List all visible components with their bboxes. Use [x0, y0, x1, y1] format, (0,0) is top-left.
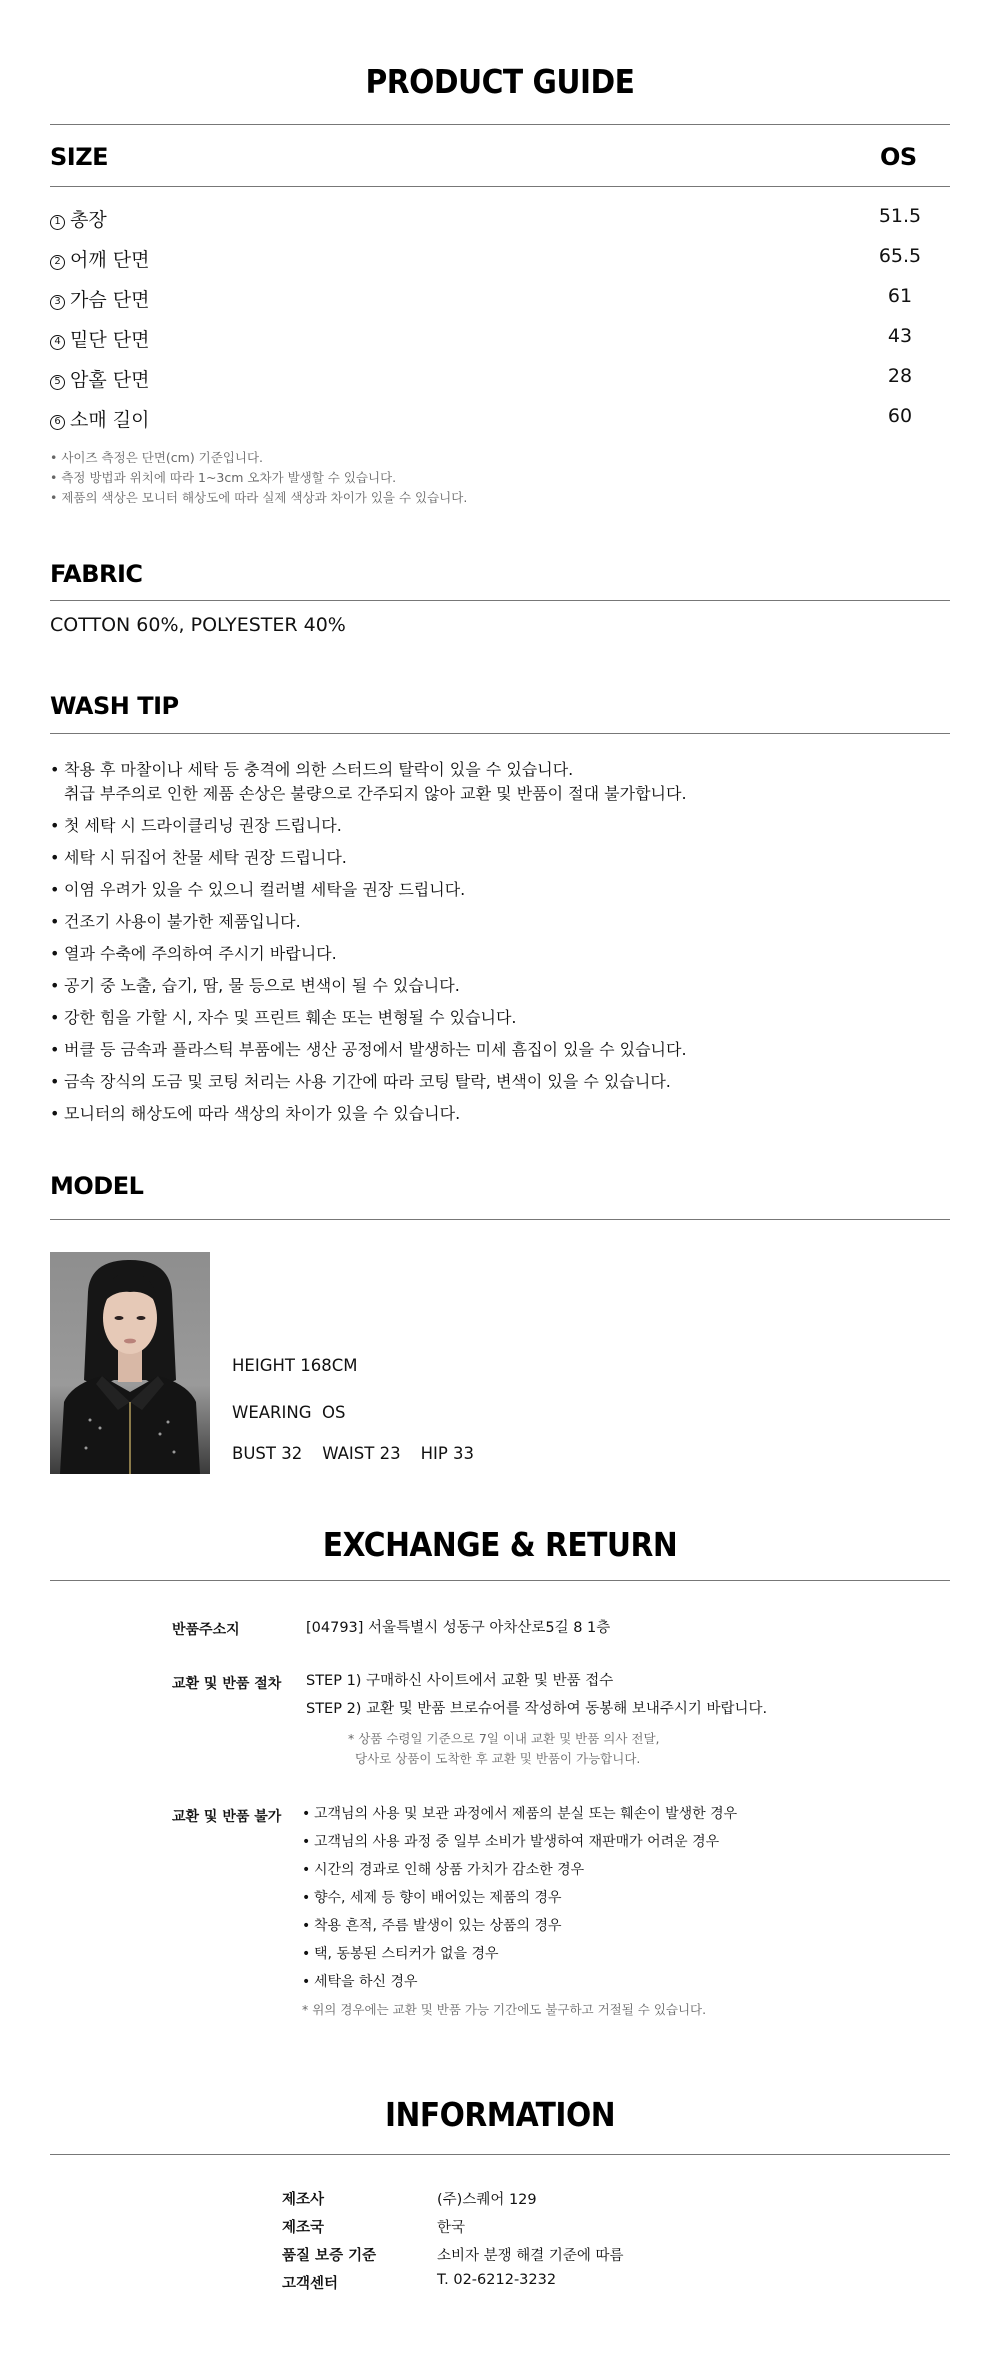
- divider: [50, 733, 950, 734]
- not-allowed-item: • 택, 동봉된 스티커가 없을 경우: [302, 1940, 737, 1968]
- size-note: • 제품의 색상은 모니터 해상도에 따라 실제 색상과 차이가 있을 수 있습니다.: [50, 490, 468, 505]
- size-label: 가슴 단면: [70, 289, 150, 311]
- exchange-return-title: EXCHANGE & RETURN: [322, 1525, 678, 1564]
- info-value: T. 02-6212-3232: [437, 2272, 557, 2288]
- model-bust: BUST 32: [232, 1444, 303, 1463]
- not-allowed-item: • 시간의 경과로 인해 상품 가치가 감소한 경우: [302, 1856, 737, 1884]
- model-hip: HIP 33: [420, 1444, 475, 1463]
- wash-tip-item: • 모니터의 해상도에 따라 색상의 차이가 있을 수 있습니다.: [50, 1102, 950, 1126]
- circled-number: 4: [50, 335, 65, 350]
- procedure-note-1: * 상품 수령일 기준으로 7일 이내 교환 및 반품 의사 전달,: [348, 1731, 660, 1746]
- size-value: 51.5: [878, 205, 922, 227]
- size-row-5: [50, 365, 950, 405]
- wash-tip-item: • 착용 후 마찰이나 세탁 등 충격에 의한 스터드의 탈락이 있을 수 있습니다. 취급 부주의로 인한 제품 손상은 불량으로 간주되지 않아 교환 및 반품이 절대 불가합니다.: [50, 758, 950, 806]
- info-row-manufacturer: [282, 2188, 882, 2216]
- info-row-warranty: [282, 2244, 882, 2272]
- info-row-country: [282, 2216, 882, 2244]
- info-key: 품질 보증 기준: [282, 2248, 377, 2264]
- not-allowed-label: 교환 및 반품 불가: [172, 1809, 282, 1825]
- size-value: 61: [887, 285, 913, 307]
- return-address: [04793] 서울특별시 성동구 아차산로5길 8 1층: [306, 1620, 611, 1636]
- product-guide-title: PRODUCT GUIDE: [365, 62, 635, 101]
- info-value: (주)스퀘어 129: [437, 2192, 537, 2208]
- divider: [50, 1219, 950, 1220]
- info-value: 한국: [437, 2220, 466, 2236]
- wash-tip-item: • 건조기 사용이 불가한 제품입니다.: [50, 910, 950, 934]
- circled-number: 2: [50, 255, 65, 270]
- size-column-header: OS: [880, 143, 917, 171]
- size-row-4: [50, 325, 950, 365]
- not-allowed-item: • 고객님의 사용 과정 중 일부 소비가 발생하여 재판매가 어려운 경우: [302, 1828, 737, 1856]
- wash-tip-item: • 버클 등 금속과 플라스틱 부품에는 생산 공정에서 발생하는 미세 흠집이 있을 수 있습니다.: [50, 1038, 950, 1062]
- size-row-6: [50, 405, 950, 445]
- model-height: HEIGHT 168CM: [232, 1356, 358, 1375]
- model-title: MODEL: [50, 1172, 144, 1200]
- wash-tip-item: • 세탁 시 뒤집어 찬물 세탁 권장 드립니다.: [50, 846, 950, 870]
- size-header: SIZE: [50, 143, 109, 171]
- wash-tip-list: [50, 758, 950, 1134]
- model-photo: [50, 1252, 210, 1474]
- wash-tip-item: • 열과 수축에 주의하여 주시기 바랍니다.: [50, 942, 950, 966]
- info-value: 소비자 분쟁 해결 기준에 따름: [437, 2248, 624, 2264]
- size-row-2: [50, 245, 950, 285]
- size-value: 43: [887, 325, 913, 347]
- not-allowed-item: • 향수, 세제 등 향이 배어있는 제품의 경우: [302, 1884, 737, 1912]
- not-allowed-item: • 고객님의 사용 및 보관 과정에서 제품의 분실 또는 훼손이 발생한 경우: [302, 1800, 737, 1828]
- size-note: • 측정 방법과 위치에 따라 1~3cm 오차가 발생할 수 있습니다.: [50, 470, 397, 485]
- wash-tip-item: • 첫 세탁 시 드라이클리닝 권장 드립니다.: [50, 814, 950, 838]
- not-allowed-item: • 세탁을 하신 경우: [302, 1968, 737, 1996]
- size-label: 암홀 단면: [70, 369, 150, 391]
- divider: [50, 124, 950, 125]
- info-key: 제조국: [282, 2220, 325, 2236]
- size-label: 밑단 단면: [70, 329, 150, 351]
- procedure-step-2: STEP 2) 교환 및 반품 브로슈어를 작성하여 동봉해 보내주시기 바랍니다.: [306, 1701, 768, 1717]
- size-value: 65.5: [878, 245, 922, 267]
- circled-number: 1: [50, 215, 65, 230]
- divider: [50, 1580, 950, 1581]
- size-label: 어깨 단면: [70, 249, 150, 271]
- size-note: • 사이즈 측정은 단면(cm) 기준입니다.: [50, 450, 264, 465]
- procedure-label: 교환 및 반품 절차: [172, 1676, 282, 1692]
- return-address-label: 반품주소지: [172, 1622, 240, 1638]
- procedure-note-2: 당사로 상품이 도착한 후 교환 및 반품이 가능합니다.: [355, 1751, 641, 1766]
- info-row-customer-center: [282, 2272, 882, 2300]
- fabric-composition: COTTON 60%, POLYESTER 40%: [50, 614, 346, 636]
- wash-tip-title: WASH TIP: [50, 692, 179, 720]
- wash-tip-item: • 강한 힘을 가할 시, 자수 및 프린트 훼손 또는 변형될 수 있습니다.: [50, 1006, 950, 1030]
- fabric-title: FABRIC: [50, 560, 143, 588]
- circled-number: 3: [50, 295, 65, 310]
- circled-number: 6: [50, 415, 65, 430]
- size-label: 총장: [70, 209, 107, 231]
- information-title: INFORMATION: [384, 2095, 616, 2134]
- not-allowed-footnote: * 위의 경우에는 교환 및 반품 가능 기간에도 불구하고 거절될 수 있습니다.: [302, 2002, 707, 2017]
- divider: [50, 2154, 950, 2155]
- wash-tip-item: • 공기 중 노출, 습기, 땀, 물 등으로 변색이 될 수 있습니다.: [50, 974, 950, 998]
- size-row-1: [50, 205, 950, 245]
- size-value: 28: [887, 365, 913, 387]
- model-measurements: [232, 1444, 474, 1463]
- size-label: 소매 길이: [70, 409, 150, 431]
- divider: [50, 186, 950, 187]
- size-notes: [50, 448, 467, 508]
- not-allowed-item: • 착용 흔적, 주름 발생이 있는 상품의 경우: [302, 1912, 737, 1940]
- procedure-step-1: STEP 1) 구매하신 사이트에서 교환 및 반품 접수: [306, 1673, 614, 1689]
- model-wearing: WEARING OS: [232, 1403, 346, 1422]
- circled-number: 5: [50, 375, 65, 390]
- info-key: 제조사: [282, 2192, 325, 2208]
- size-value: 60: [887, 405, 913, 427]
- divider: [50, 600, 950, 601]
- wash-tip-item: • 이염 우려가 있을 수 있으니 컬러별 세탁을 권장 드립니다.: [50, 878, 950, 902]
- info-key: 고객센터: [282, 2276, 339, 2292]
- not-allowed-list: [302, 1800, 737, 1996]
- size-row-3: [50, 285, 950, 325]
- model-waist: WAIST 23: [322, 1444, 401, 1463]
- wash-tip-item: • 금속 장식의 도금 및 코팅 처리는 사용 기간에 따라 코팅 탈락, 변색이 있을 수 있습니다.: [50, 1070, 950, 1094]
